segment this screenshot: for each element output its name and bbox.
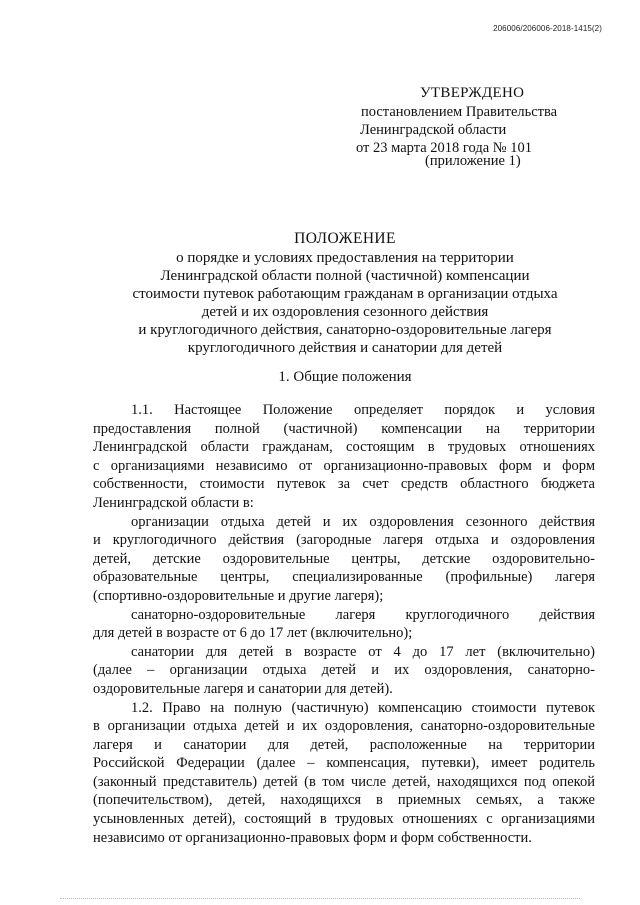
document-title-block — [0, 230, 640, 357]
paragraph-line: Российской Федерации (далее – компенсация, путевки), имеет родитель — [93, 755, 595, 772]
paragraph-line: 1.1. Настоящее Положение определяет порядок и условия — [131, 402, 595, 418]
paragraph-line: 1.2. Право на полную (частичную) компенсацию стоимости путевок — [131, 699, 595, 716]
paragraph-line: и круглогодичного действия (загородные лагеря отдыха и оздоровления — [93, 532, 595, 549]
paragraph-1-2 — [93, 699, 595, 848]
paragraph-list-item-sanatoriums — [93, 643, 595, 699]
paragraph-list-item-camps — [93, 513, 595, 606]
paragraph-line: с организациями независимо от организационно-правовых форм и форм — [93, 457, 595, 474]
paragraph-line: (попечительством), детей, находящихся в приемных семьях, а также — [93, 792, 595, 809]
paragraph-line: усыновленных детей), состоящий в трудовых отношениях с организациями — [93, 811, 595, 828]
paragraph-line: (далее – организации отдыха детей и их оздоровления, санаторно- — [93, 662, 595, 679]
paragraph-line: (спортивно-оздоровительные и другие лагеря); — [93, 587, 384, 604]
title-line: детей и их оздоровления сезонного действия — [201, 304, 489, 320]
approval-line-3: от 23 марта 2018 года № 101 — [356, 140, 532, 156]
paragraph-line: предоставления полной (частичной) компенсации на территории — [93, 420, 595, 437]
paragraph-line: Ленинградской области в: — [93, 494, 254, 511]
paragraph-line: детей, детские оздоровительные центры, детские оздоровительно- — [93, 550, 595, 567]
paragraph-line: собственности, стоимости путевок за счет средств областного бюджета — [93, 476, 595, 493]
title-line: Ленинградской области полной (частичной) компенсации — [160, 268, 530, 284]
paragraph-line: в организации отдыха детей и их оздоровления, санаторно-оздоровительные — [93, 718, 595, 735]
paragraph-1-1 — [93, 401, 595, 513]
title-line: стоимости путевок работающим гражданам в организации отдыха — [132, 286, 558, 302]
approval-line-4: (приложение 1) — [425, 153, 521, 169]
approval-line-2: Ленинградской области — [360, 122, 507, 138]
paragraph-line: (законный представитель) детей (в том числе детей, находящихся под опекой — [93, 773, 595, 790]
paragraph-line: оздоровительные лагеря и санатории для детей). — [93, 680, 393, 697]
paragraph-line: санатории для детей в возрасте от 4 до 17 лет (включительно) — [131, 643, 595, 660]
document-body — [93, 401, 595, 847]
document-id: 206006/206006-2018-1415(2) — [493, 24, 602, 33]
paragraph-line: Ленинградской области гражданам, состоящим в трудовых отношениях — [93, 439, 595, 456]
title-line: круглогодичного действия и санатории для детей — [187, 340, 503, 356]
title-line: о порядке и условиях предоставления на территории — [176, 250, 514, 266]
section-heading: 1. Общие положения — [278, 369, 412, 385]
approval-line-1: постановлением Правительства — [361, 104, 558, 120]
title-line: и круглогодичного действия, санаторно-оздоровительные лагеря — [138, 322, 552, 338]
paragraph-line: для детей в возрасте от 6 до 17 лет (включительно); — [93, 625, 413, 642]
document-heading: ПОЛОЖЕНИЕ — [294, 230, 396, 247]
paragraph-list-item-sanatorium-camps — [93, 606, 595, 643]
paragraph-line: образовательные центры, специализированные (профильные) лагеря — [93, 569, 595, 586]
scan-edge-divider — [60, 898, 580, 899]
paragraph-line: независимо от организационно-правовых форм и форм собственности. — [93, 829, 532, 846]
paragraph-line: организации отдыха детей и их оздоровления сезонного действия — [131, 513, 595, 530]
approval-title: УТВЕРЖДЕНО — [420, 85, 525, 101]
paragraph-line: санаторно-оздоровительные лагеря круглогодичного действия — [131, 606, 595, 623]
paragraph-line: лагеря и санатории для детей, расположенные на территории — [93, 736, 595, 753]
